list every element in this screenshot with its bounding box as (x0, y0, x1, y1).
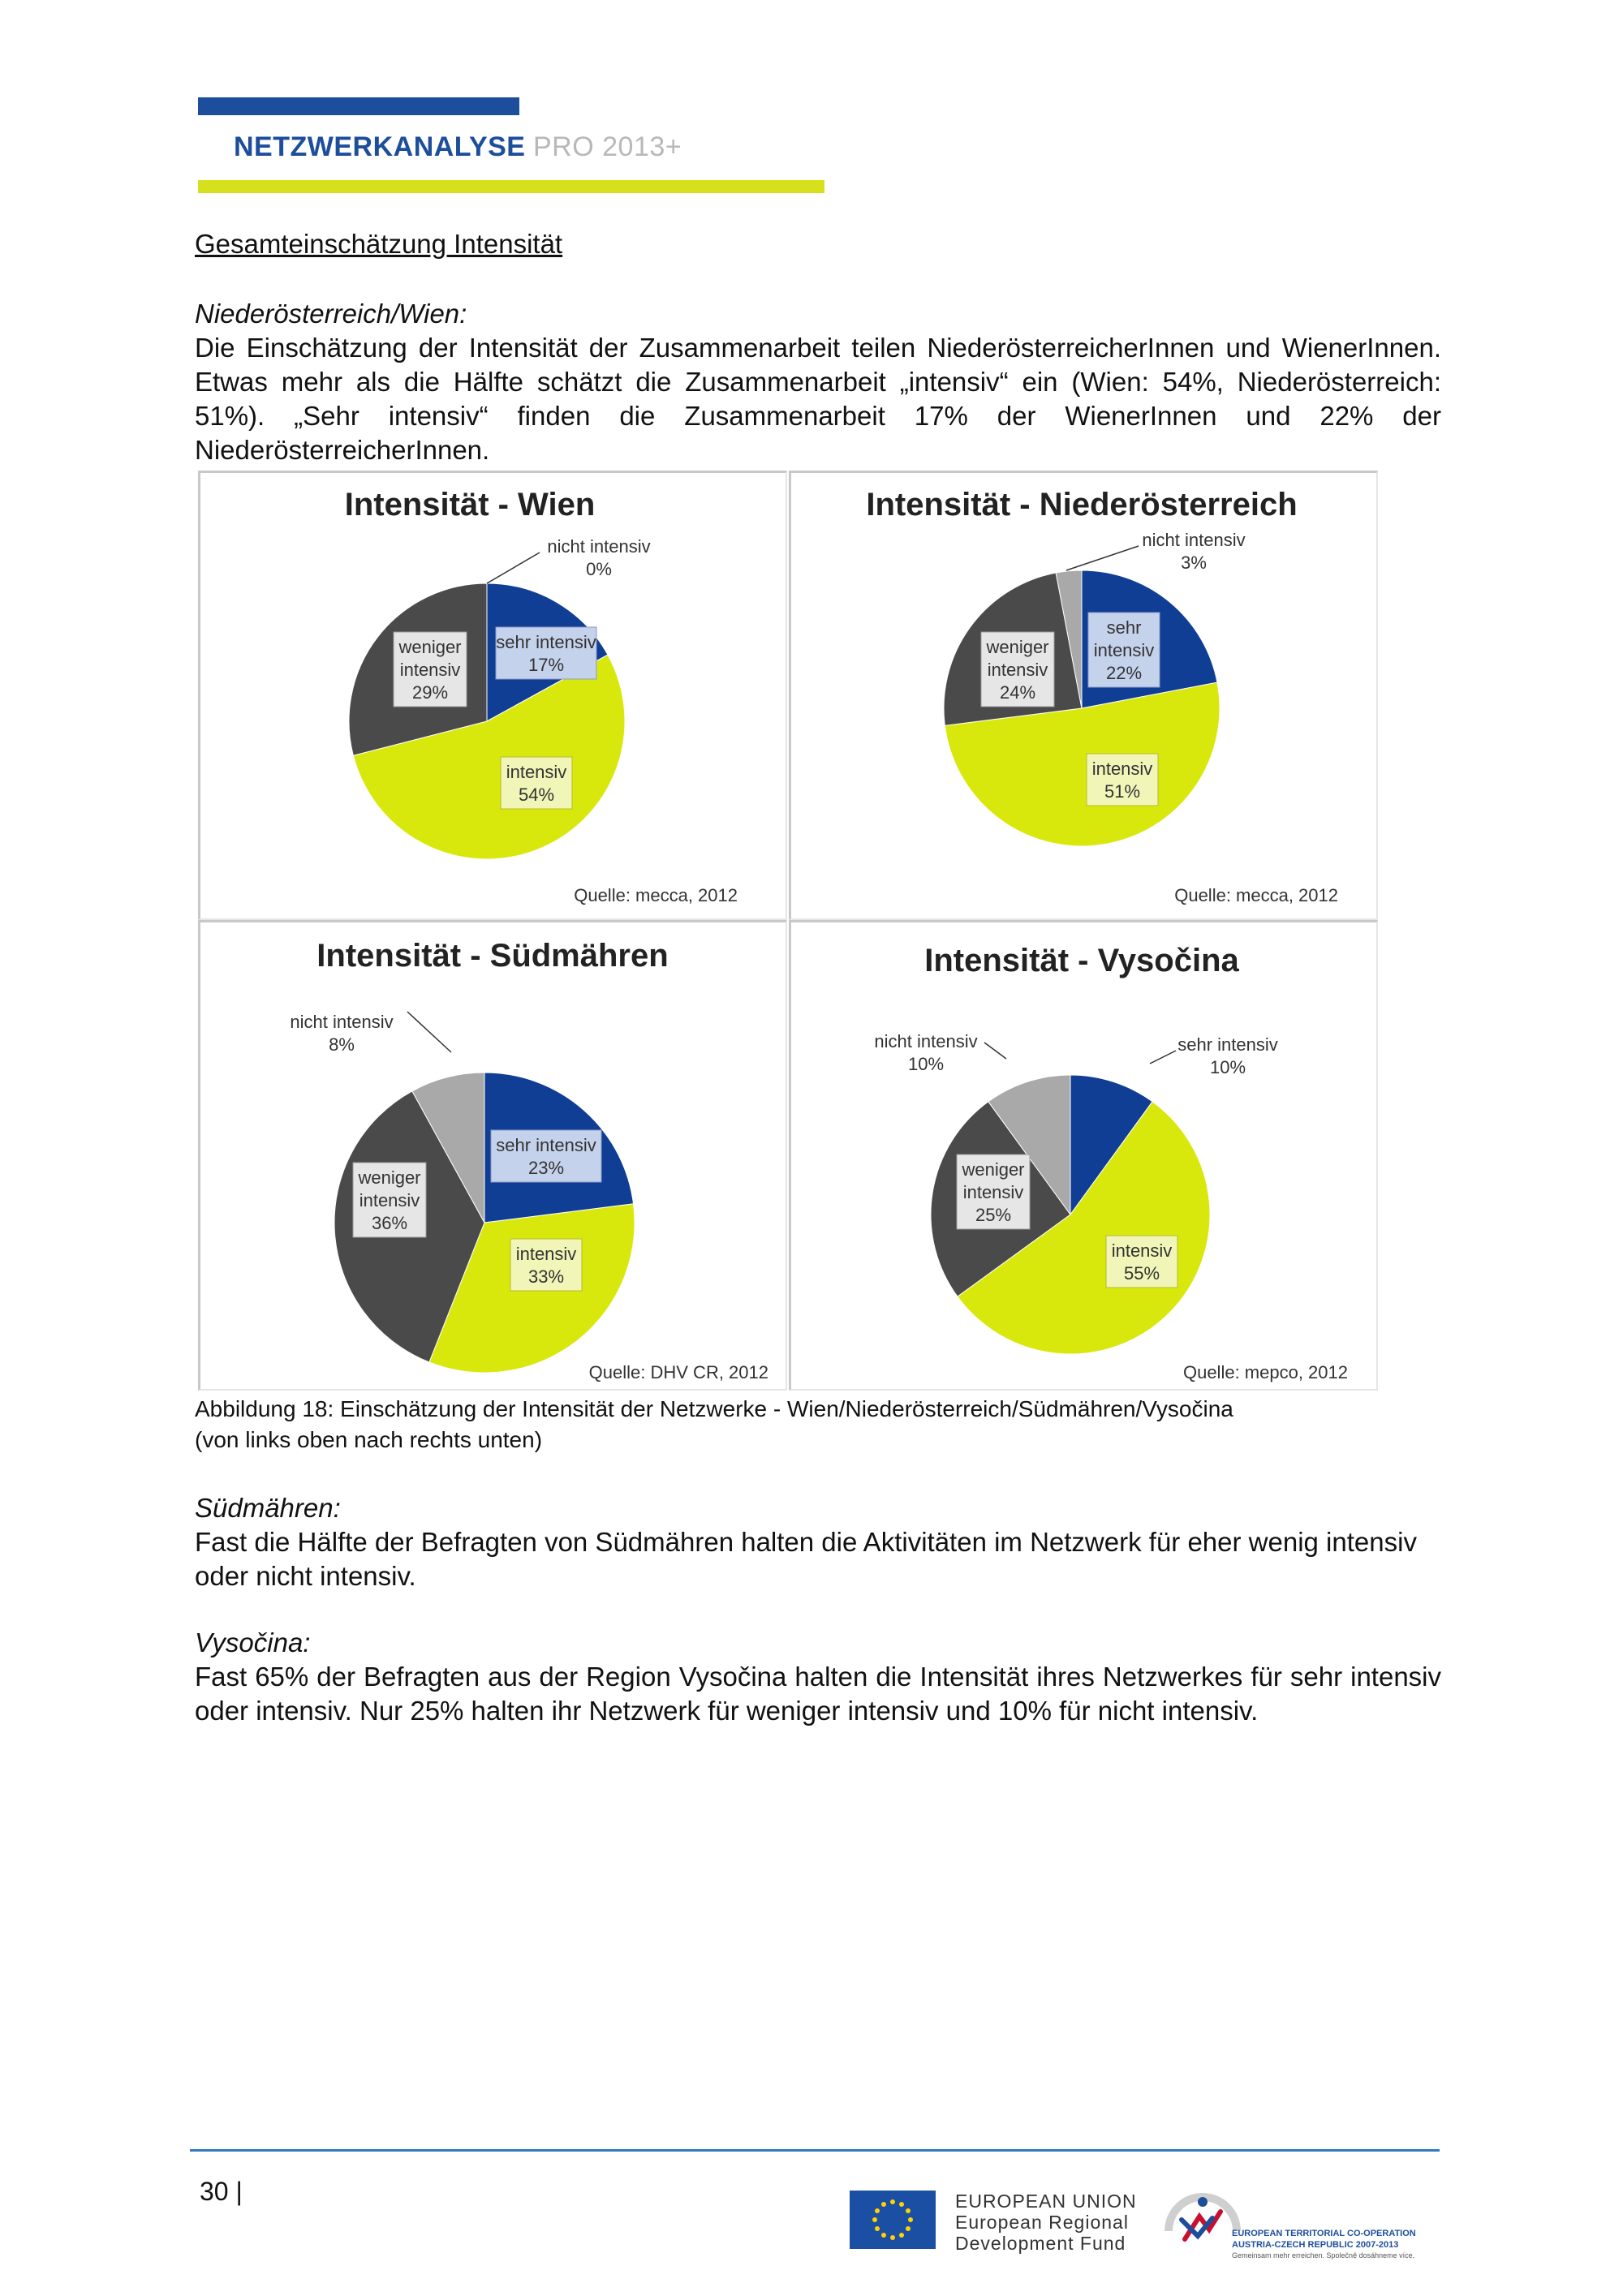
label-weniger: weniger (962, 1159, 1025, 1180)
figure-caption (195, 1394, 1441, 1455)
etc-text-line-2: AUSTRIA-CZECH REPUBLIC 2007-2013 (1232, 2240, 1399, 2250)
pct-intensiv: 54% (518, 785, 555, 805)
eu-text-line-3: Development Fund (955, 2233, 1126, 2254)
etc-text-line-1: EUROPEAN TERRITORIAL CO-OPERATION (1232, 2229, 1416, 2238)
chart-title: Intensität - Niederösterreich (866, 487, 1298, 522)
header-title: NETZWERKANALYSE (234, 131, 526, 162)
suedmaehren-paragraph: Fast die Hälfte der Befragten von Südmähren halten die Aktivitäten im Netzwerk für eher wenig intensiv oder nicht intensiv. (195, 1527, 1417, 1591)
pct-nicht-intensiv: 10% (907, 1054, 945, 1074)
etc-text-line-3: Gemeinsam mehr erreichen. Společně dosáhneme více. (1232, 2251, 1415, 2259)
label-nicht-intensiv: nicht intensiv (547, 536, 651, 557)
eu-text-line-2: European Regional (955, 2212, 1129, 2233)
header-green-bar (198, 180, 824, 193)
pct-weniger-intensiv: 25% (975, 1205, 1012, 1225)
leader-line-sehr-intensiv (1150, 1051, 1176, 1064)
pct-nicht-intensiv: 8% (329, 1034, 355, 1055)
label-intensiv-2: intensiv (399, 660, 461, 680)
pct-sehr-intensiv: 23% (527, 1158, 565, 1178)
pct-intensiv: 33% (527, 1266, 565, 1287)
label-nicht-intensiv: nicht intensiv (874, 1031, 978, 1051)
wien-paragraph: Die Einschätzung der Intensität der Zusammenarbeit teilen NiederösterreicherInnen und WienerInnen. Etwas mehr als die Hälfte schätzt die Zusammenarbeit „intensiv“ ein (Wien: 54%, Niederösterreich: 51%). „Sehr intensiv“ finden die Zusammenarbeit 17% der WienerInnen und 22% der NiederösterreicherInnen. (195, 333, 1441, 465)
label-sehr-intensiv: sehr intensiv (496, 632, 596, 652)
chart-wien-svg (200, 473, 786, 918)
label-intensiv-2: intensiv (987, 660, 1048, 680)
vysocina-heading: Vysočina: (195, 1627, 311, 1658)
leader-line-nicht-intensiv (487, 553, 540, 583)
chart-suedmaehren (198, 920, 787, 1391)
leader-line-nicht-intensiv (984, 1043, 1006, 1059)
chart-wien (198, 471, 787, 920)
chart-source: Quelle: mecca, 2012 (574, 885, 738, 905)
label-intensiv-1: intensiv (1093, 640, 1155, 660)
label-intensiv: intensiv (1091, 759, 1153, 779)
eu-stars-icon (850, 2191, 936, 2249)
header-blue-bar (198, 97, 519, 115)
eu-flag-icon (850, 2191, 936, 2249)
chart-niederoesterreich-svg (791, 473, 1376, 918)
chart-niederoesterreich (789, 471, 1378, 920)
etc-logo (1152, 2182, 1436, 2276)
chart-vysocina-svg (791, 922, 1376, 1389)
suedmaehren-heading: Südmähren: (195, 1493, 341, 1523)
chart-title: Intensität - Südmähren (316, 938, 669, 974)
label-weniger: weniger (986, 637, 1049, 657)
label-intensiv-2: intensiv (359, 1190, 420, 1210)
label-intensiv: intensiv (1111, 1240, 1173, 1261)
pct-nicht-intensiv: 3% (1181, 553, 1207, 573)
label-nicht-intensiv: nicht intensiv (1142, 530, 1246, 550)
leader-line-nicht-intensiv (1066, 546, 1139, 570)
chart-suedmaehren-svg (200, 922, 786, 1389)
pct-sehr-intensiv: 22% (1105, 663, 1143, 683)
caption-line-1: Abbildung 18: Einschätzung der Intensität der Netzwerke - Wien/Niederösterreich/Südmähren/Vysočina (195, 1396, 1233, 1421)
chart-source: Quelle: mepco, 2012 (1182, 1362, 1348, 1382)
pct-weniger-intensiv: 24% (999, 682, 1036, 703)
pct-intensiv: 51% (1104, 781, 1141, 802)
chart-vysocina (789, 920, 1378, 1391)
pct-weniger-intensiv: 29% (411, 682, 449, 703)
wien-heading: Niederösterreich/Wien: (195, 299, 467, 329)
label-intensiv: intensiv (506, 762, 567, 782)
label-nicht-intensiv: nicht intensiv (290, 1012, 394, 1032)
chart-title: Intensität - Vysočina (924, 943, 1239, 978)
caption-line-2: (von links oben nach rechts unten) (195, 1427, 543, 1452)
eu-text-line-1: EUROPEAN UNION (955, 2191, 1137, 2212)
label-intensiv-2: intensiv (962, 1182, 1024, 1202)
leader-line-nicht-intensiv (407, 1012, 451, 1052)
label-sehr: sehr (1106, 617, 1142, 638)
chart-source: Quelle: mecca, 2012 (1174, 885, 1338, 905)
label-weniger: weniger (358, 1167, 421, 1188)
chart-title: Intensität - Wien (344, 487, 596, 522)
page-number: 30 | (200, 2177, 243, 2206)
header-subtitle: PRO 2013+ (533, 131, 682, 162)
pct-intensiv: 55% (1123, 1263, 1160, 1283)
pct-weniger-intensiv: 36% (371, 1213, 408, 1233)
section-title: Gesamteinschätzung Intensität (195, 229, 563, 259)
vysocina-paragraph: Fast 65% der Befragten aus der Region Vysočina halten die Intensität ihres Netzwerkes für sehr intensiv oder intensiv. Nur 25% halten ihr Netzwerk für weniger intensiv und 10% für nicht intensiv. (195, 1662, 1441, 1726)
label-weniger: weniger (398, 637, 462, 657)
label-sehr-intensiv: sehr intensiv (496, 1135, 596, 1155)
footer-line (190, 2149, 1440, 2152)
pct-sehr-intensiv: 17% (527, 655, 565, 675)
etc-logo-icon (1152, 2182, 1436, 2272)
label-sehr-intensiv: sehr intensiv (1177, 1034, 1278, 1055)
pct-sehr-intensiv: 10% (1209, 1057, 1246, 1077)
pct-nicht-intensiv: 0% (586, 559, 612, 579)
chart-source: Quelle: DHV CR, 2012 (588, 1362, 768, 1382)
label-intensiv: intensiv (515, 1244, 577, 1264)
